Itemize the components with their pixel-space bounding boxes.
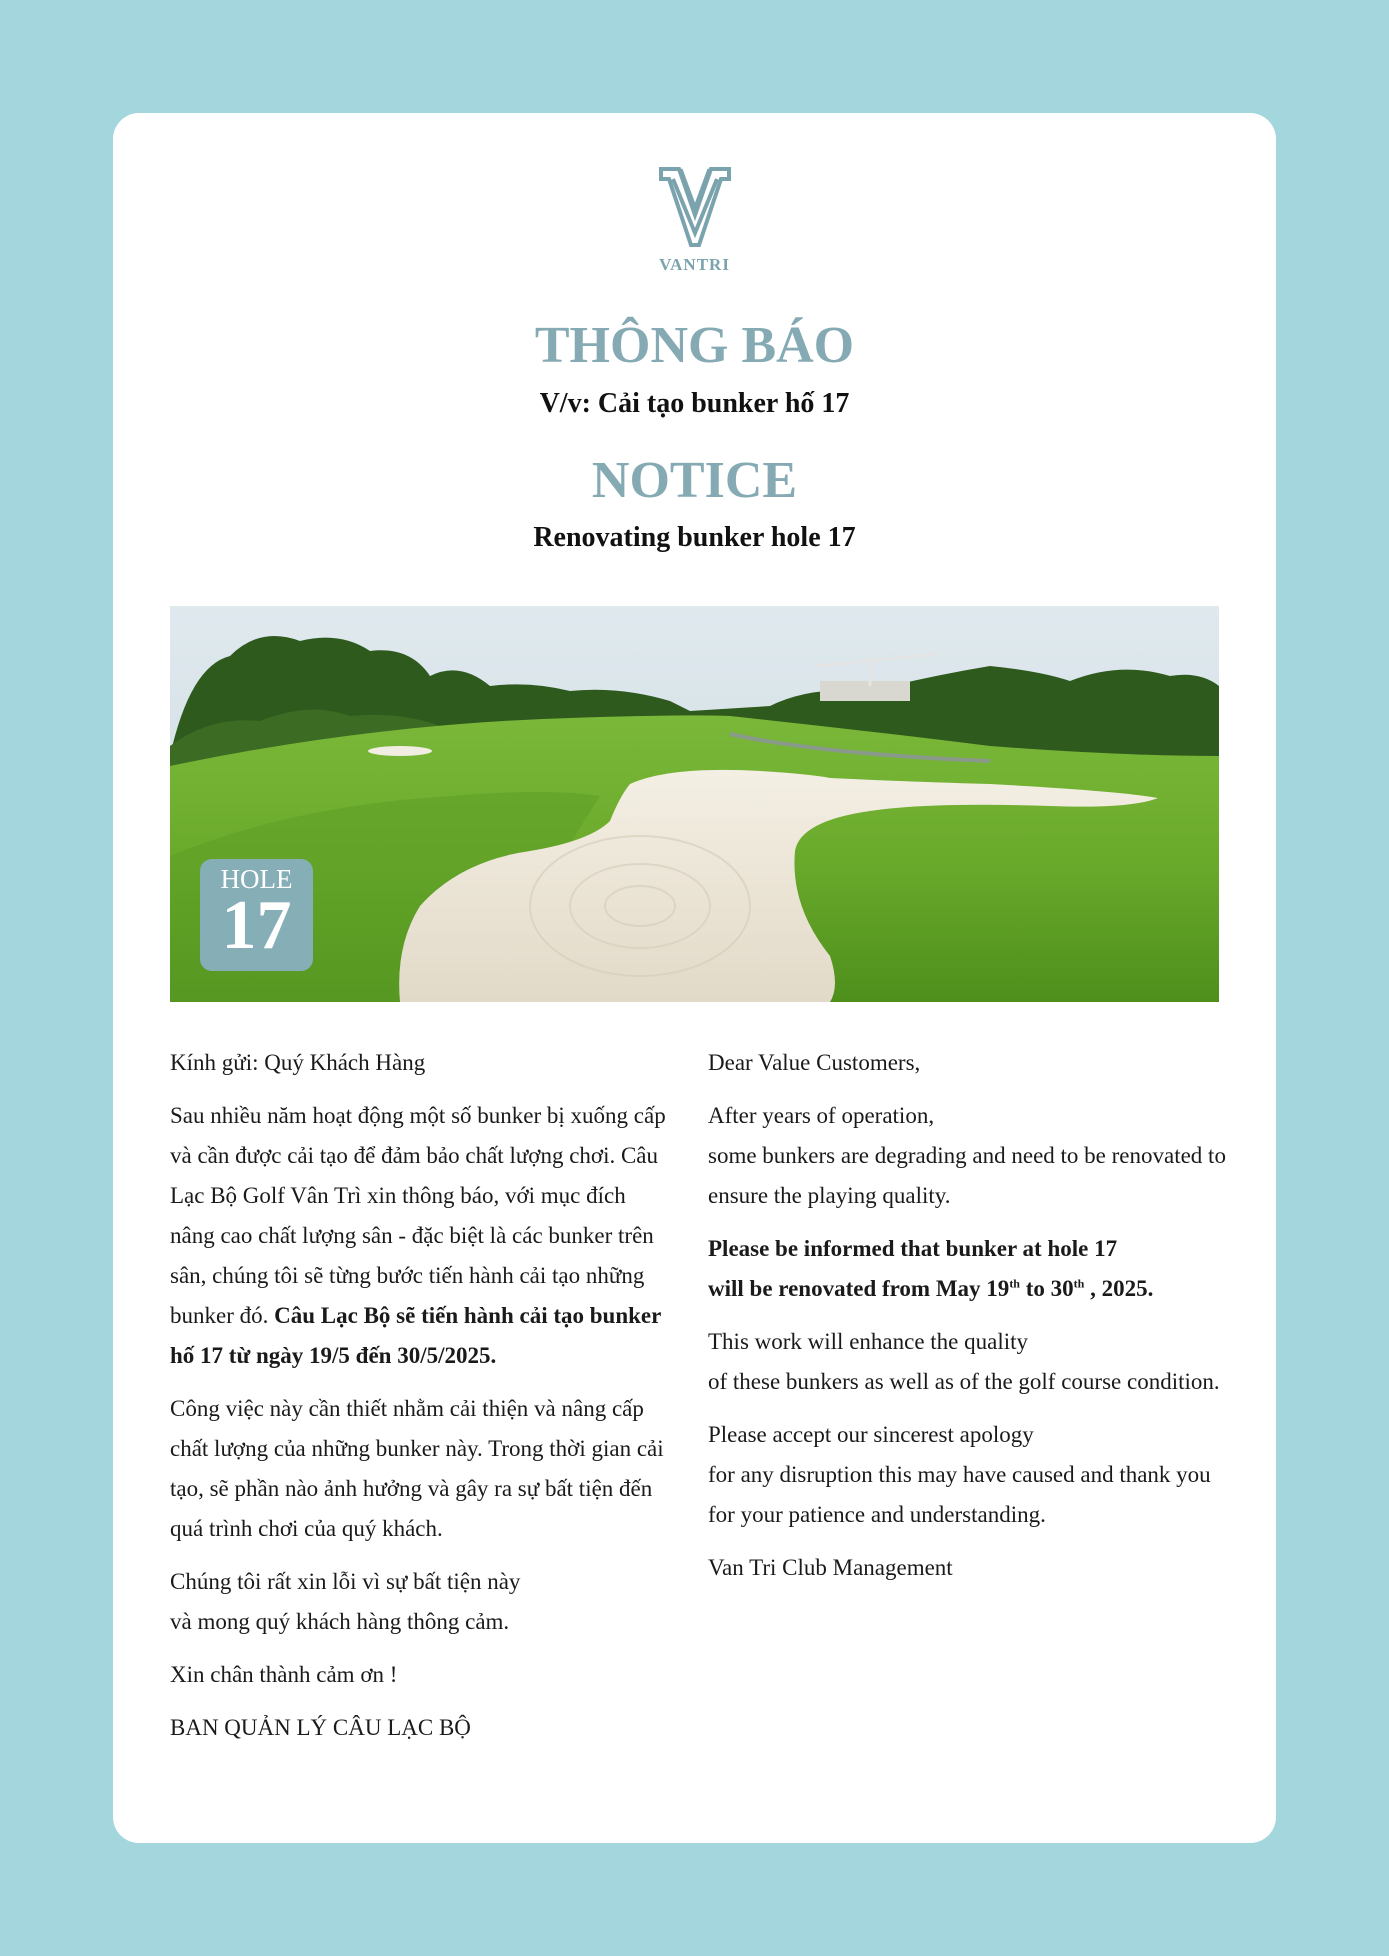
paragraph-vietnamese-2: Công việc này cần thiết nhằm cải thiện và nâng cấp chất lượng của những bunker này. Trong thời gian cải tạo, sẽ phần nào ảnh hưởng và gây ra sự bất tiện đến quá trình chơi của quý khách. — [170, 1396, 664, 1541]
logo-text: VANTRI — [659, 255, 730, 274]
notice-card — [113, 113, 1276, 1843]
paragraph-english-4 — [708, 1415, 1228, 1535]
paragraph-english-2-line2c: , 2025. — [1084, 1276, 1154, 1301]
superscript-th-1: th — [1009, 1276, 1020, 1291]
signature-vietnamese: BAN QUẢN LÝ CÂU LẠC BỘ — [170, 1715, 471, 1740]
paragraph-english-3-line2: of these bunkers as well as of the golf course condition. — [708, 1369, 1220, 1394]
paragraph-vietnamese-3-line1: Chúng tôi rất xin lỗi vì sự bất tiện này — [170, 1569, 521, 1594]
paragraph-vietnamese-3-line2: và mong quý khách hàng thông cảm. — [170, 1609, 510, 1634]
paragraph-vietnamese-1-text: Sau nhiều năm hoạt động một số bunker bị xuống cấp và cần được cải tạo để đảm bảo chất lượng chơi. Câu Lạc Bộ Golf Vân Trì xin thông báo, với mục đích nâng cao chất lượng sân - đặc biệt là các bunker trên sân, chúng tôi sẽ từng bước tiến hành cải tạo những bunker đó. — [170, 1103, 666, 1328]
subtitle-vietnamese: V/v: Cải tạo bunker hố 17 — [539, 388, 850, 419]
paragraph-english-2-line2a: will be renovated from May 19 — [708, 1276, 1010, 1301]
hole-badge-label: HOLE — [220, 864, 293, 894]
vantri-logo — [113, 167, 1276, 275]
vantri-v-logo-icon — [659, 167, 731, 249]
title-vietnamese: THÔNG BÁO — [534, 317, 855, 374]
paragraph-english-4-line1: Please accept our sincerest apology — [708, 1422, 1034, 1447]
thanks-vietnamese: Xin chân thành cảm ơn ! — [170, 1662, 398, 1687]
paragraph-english-2 — [708, 1229, 1228, 1309]
paragraph-english-3 — [708, 1322, 1228, 1402]
paragraph-vietnamese-3 — [170, 1562, 675, 1642]
greeting-vietnamese: Kính gửi: Quý Khách Hàng — [170, 1050, 426, 1075]
paragraph-english-1-line2: some bunkers are degrading and need to be renovated to ensure the playing quality. — [708, 1143, 1226, 1208]
paragraph-english-1 — [708, 1096, 1228, 1216]
bunker-illustration — [170, 606, 1219, 1002]
superscript-th-2: th — [1073, 1276, 1085, 1291]
paragraph-vietnamese-1-bold: Câu Lạc Bộ sẽ tiến hành cải tạo bunker hố 17 từ ngày 19/5 đến 30/5/2025. — [170, 1303, 661, 1368]
greeting-english: Dear Value Customers, — [708, 1050, 921, 1075]
paragraph-english-2-line2b: to 30 — [1019, 1276, 1074, 1301]
paragraph-english-2-line1: Please be informed that bunker at hole 17 — [708, 1236, 1118, 1261]
hole-badge-number: 17 — [221, 887, 292, 964]
paragraph-english-1-line1: After years of operation, — [708, 1103, 935, 1128]
title-english: NOTICE — [591, 452, 798, 509]
golf-course-photo — [170, 606, 1219, 1002]
signature-english: Van Tri Club Management — [708, 1555, 953, 1580]
paragraph-english-3-line1: This work will enhance the quality — [708, 1329, 1029, 1354]
hole-badge — [200, 859, 313, 971]
subtitle-english: Renovating bunker hole 17 — [533, 522, 856, 553]
paragraph-english-4-line2: for any disruption this may have caused and thank you for your patience and understanding. — [708, 1462, 1211, 1527]
english-column — [708, 1043, 1228, 1601]
vietnamese-column — [170, 1043, 675, 1761]
paragraph-vietnamese-1 — [170, 1096, 675, 1376]
